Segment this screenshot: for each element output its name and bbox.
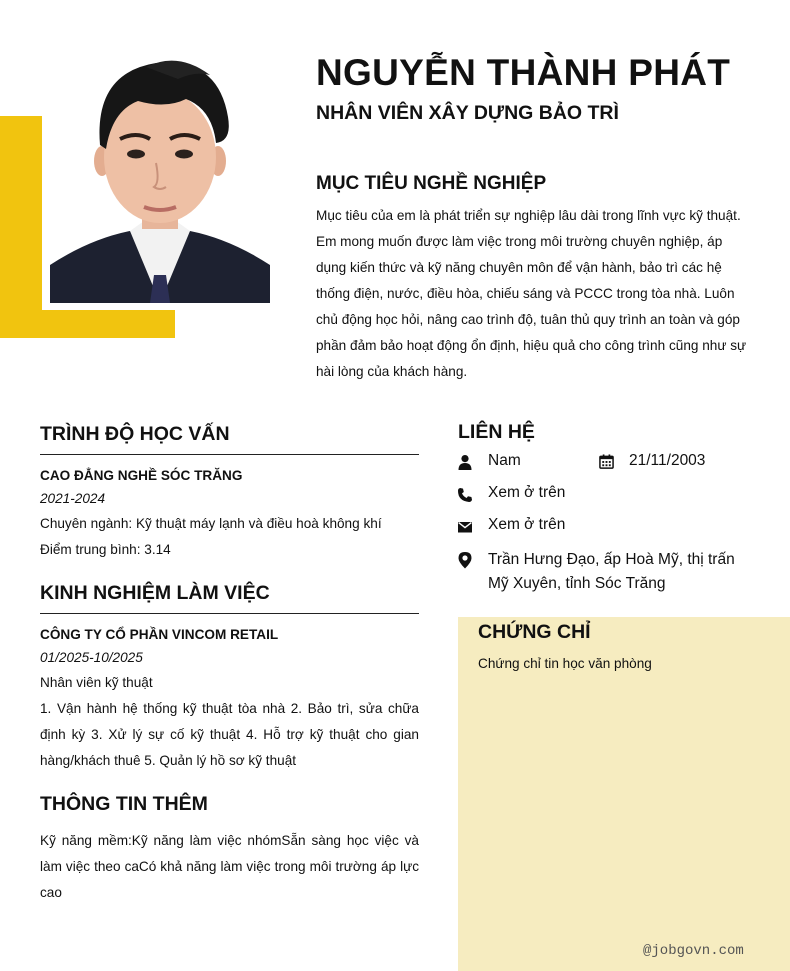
contact-heading: LIÊN HỆ [458, 421, 535, 443]
candidate-job-title: NHÂN VIÊN XÂY DỰNG BẢO TRÌ [316, 102, 619, 124]
phone-icon [457, 487, 473, 503]
photo-accent-bar-horizontal [0, 310, 175, 338]
portrait-illustration [50, 53, 270, 303]
person-icon [457, 454, 473, 470]
education-school: CAO ĐẲNG NGHỀ SÓC TRĂNG [40, 468, 243, 483]
contact-birthday: 21/11/2003 [629, 452, 706, 469]
location-pin-icon [457, 551, 473, 569]
calendar-icon [599, 454, 614, 469]
education-period: 2021-2024 [40, 491, 106, 506]
education-gpa: Điểm trung bình: 3.14 [40, 542, 171, 557]
experience-divider [40, 613, 419, 614]
additional-text: Kỹ năng mềm:Kỹ năng làm việc nhómSẵn sàng học việc và làm việc theo caCó khả năng làm việc trong môi trường áp lực cao [40, 833, 419, 900]
certificate-item: Chứng chỉ tin học văn phòng [478, 656, 652, 671]
experience-period: 01/2025-10/2025 [40, 650, 143, 665]
education-heading: TRÌNH ĐỘ HỌC VẤN [40, 423, 230, 445]
contact-email: Xem ở trên [488, 516, 566, 533]
watermark: @jobgovn.com [643, 943, 744, 959]
experience-details: 1. Vận hành hệ thống kỹ thuật tòa nhà 2. Bảo trì, sửa chữa định kỳ 3. Xử lý sự cố kỹ thuật 4. Hỗ trợ kỹ thuật cho gian hàng/khách thuê 5. Quản lý hồ sơ kỹ thuật [40, 701, 419, 768]
objective-text: Mục tiêu của em là phát triển sự nghiệp lâu dài trong lĩnh vực kỹ thuật. Em mong muốn được làm việc trong môi trường chuyên nghiệp, áp dụng kiến thức và kỹ năng chuyên môn để vận hành, bảo trì các hệ thống điện, nước, điều hòa, chiếu sáng và PCCC trong tòa nhà. Luôn chủ động học hỏi, nâng cao trình độ, tuân thủ quy trình an toàn và góp phần đảm bảo hoạt động ổn định, hiệu quả cho công trình cũng như sự hài lòng của khách hàng. [316, 208, 747, 379]
contact-phone: Xem ở trên [488, 484, 566, 501]
contact-address: Trần Hưng Đạo, ấp Hoà Mỹ, thị trấn Mỹ Xuyên, tỉnh Sóc Trăng [488, 551, 735, 592]
profile-photo [50, 53, 270, 303]
contact-gender: Nam [488, 452, 521, 469]
education-major: Chuyên ngành: Kỹ thuật máy lạnh và điều hoà không khí [40, 516, 382, 531]
photo-accent-bar-vertical [0, 116, 42, 338]
experience-company: CÔNG TY CỔ PHẦN VINCOM RETAIL [40, 627, 279, 642]
objective-heading: MỤC TIÊU NGHỀ NGHIỆP [316, 173, 547, 194]
experience-heading: KINH NGHIỆM LÀM VIỆC [40, 582, 270, 604]
candidate-name: NGUYỄN THÀNH PHÁT [316, 52, 731, 93]
certificates-heading: CHỨNG CHỈ [478, 621, 591, 643]
education-divider [40, 454, 419, 455]
additional-heading: THÔNG TIN THÊM [40, 793, 208, 815]
envelope-icon [457, 519, 473, 535]
experience-role: Nhân viên kỹ thuật [40, 675, 153, 690]
